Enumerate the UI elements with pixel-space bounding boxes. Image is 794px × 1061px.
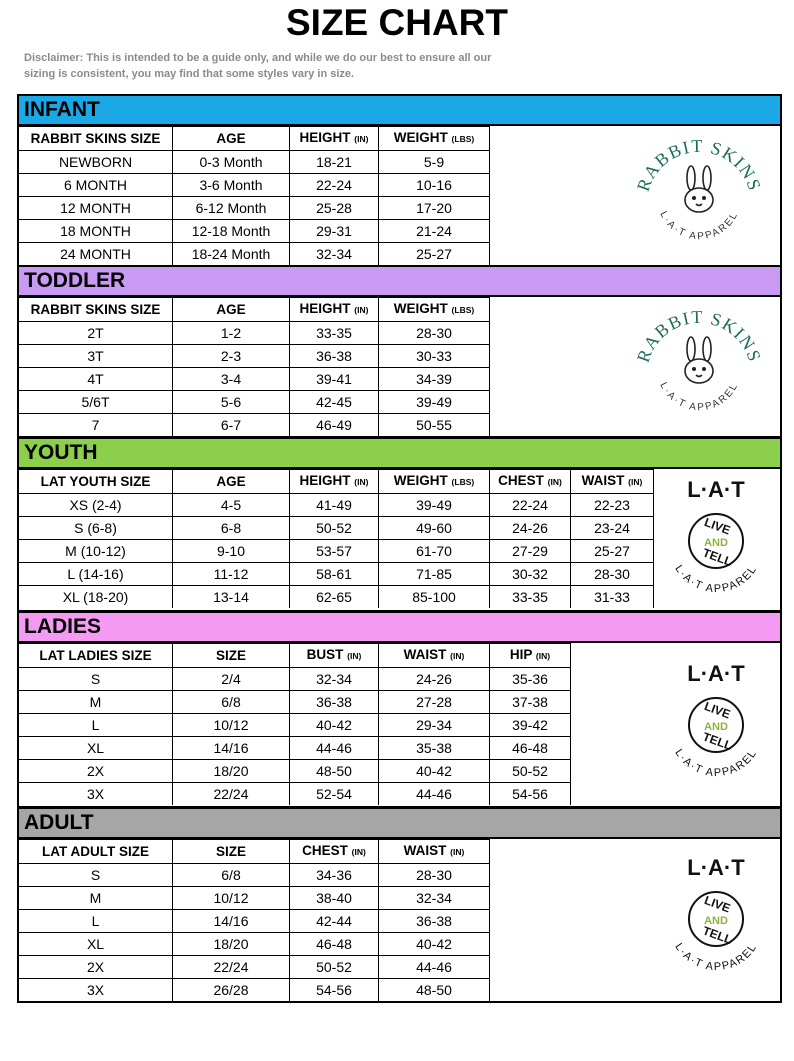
table-row: [19, 151, 490, 174]
table-cell: 34-36: [290, 864, 379, 887]
section-ladies: [17, 611, 782, 808]
table-header-row: [19, 127, 490, 151]
table-cell: 12-18 Month: [173, 220, 290, 243]
column-header: LAT ADULT SIZE: [19, 840, 173, 864]
table-cell: 26/28: [173, 979, 290, 1002]
table-cell: 52-54: [290, 783, 379, 806]
table-cell: 13-14: [173, 586, 290, 609]
rabbit-skins-logo-top-text: RABBIT SKINS: [632, 135, 766, 194]
table-row: [19, 783, 571, 806]
unit-label: (IN): [354, 477, 369, 487]
table-cell: 27-29: [490, 540, 571, 563]
unit-label: (IN): [354, 134, 369, 144]
rabbit-skins-logo-bottom-text: L·A·T APPAREL: [657, 380, 741, 414]
lat-logo-live-text: LIVE: [702, 699, 733, 722]
lat-logo-live-text: LIVE: [702, 893, 733, 916]
table-cell: 18 MONTH: [19, 220, 173, 243]
lat-logo-tell-text: TELL: [700, 545, 734, 569]
table-cell: 22/24: [173, 783, 290, 806]
table-cell: 58-61: [290, 563, 379, 586]
section-adult: [17, 807, 782, 1003]
table-cell: 22-24: [490, 494, 571, 517]
table-cell: 27-28: [379, 691, 490, 714]
section-youth: [17, 437, 782, 612]
table-row: [19, 956, 490, 979]
table-cell: 41-49: [290, 494, 379, 517]
lat-logo-container: [651, 475, 781, 610]
lat-logo: [651, 659, 781, 789]
table-cell: 2T: [19, 322, 173, 345]
table-cell: 36-38: [290, 345, 379, 368]
table-cell: 10/12: [173, 887, 290, 910]
column-header: WAIST (IN): [379, 840, 490, 864]
table-cell: 40-42: [379, 933, 490, 956]
lat-logo-tell-text: TELL: [700, 729, 734, 753]
table-row: [19, 220, 490, 243]
table-cell: 50-52: [290, 517, 379, 540]
table-cell: 6/8: [173, 864, 290, 887]
table-cell: 18-24 Month: [173, 243, 290, 266]
unit-label: (IN): [347, 651, 362, 661]
rabbit-skins-logo-top-text: RABBIT SKINS: [632, 306, 766, 365]
table-cell: 28-30: [379, 322, 490, 345]
table-cell: 6-12 Month: [173, 197, 290, 220]
column-header: AGE: [173, 298, 290, 322]
table-header-row: [19, 298, 490, 322]
rabbit-skins-logo-container: [629, 303, 769, 438]
table-header-row: [19, 840, 490, 864]
unit-label: (IN): [535, 651, 551, 661]
lat-logo-top-text: L·A·T: [687, 855, 745, 880]
unit-label: (LBS): [451, 134, 475, 144]
table-cell: 2X: [19, 760, 173, 783]
table-cell: 6-8: [173, 517, 290, 540]
table-cell: M: [19, 691, 173, 714]
column-header: BUST (IN): [290, 644, 379, 668]
table-cell: S: [19, 668, 173, 691]
table-row: [19, 691, 571, 714]
table-cell: 42-45: [290, 391, 379, 414]
column-header: WEIGHT (LBS): [379, 470, 490, 494]
unit-label: (LBS): [451, 305, 475, 315]
lat-logo: [651, 475, 781, 605]
table-cell: 42-44: [290, 910, 379, 933]
section-header: YOUTH: [19, 439, 780, 469]
table-cell: 39-49: [379, 494, 490, 517]
table-cell: 24 MONTH: [19, 243, 173, 266]
table-cell: 25-27: [379, 243, 490, 266]
lat-logo-top-text: L·A·T: [687, 477, 745, 502]
rabbit-skins-logo: [629, 303, 769, 433]
column-header: HEIGHT (IN): [290, 470, 379, 494]
section-toddler: [17, 265, 782, 438]
table-cell: 0-3 Month: [173, 151, 290, 174]
table-cell: 32-34: [379, 887, 490, 910]
table-header-row: [19, 470, 654, 494]
table-cell: 21-24: [379, 220, 490, 243]
table-cell: 32-34: [290, 243, 379, 266]
table-cell: 37-38: [490, 691, 571, 714]
unit-label: (IN): [450, 651, 465, 661]
table-cell: 85-100: [379, 586, 490, 609]
table-cell: 2-3: [173, 345, 290, 368]
table-row: [19, 368, 490, 391]
table-cell: 36-38: [379, 910, 490, 933]
table-cell: XL: [19, 737, 173, 760]
table-cell: 1-2: [173, 322, 290, 345]
table-cell: 44-46: [290, 737, 379, 760]
table-cell: 33-35: [290, 322, 379, 345]
section-header: LADIES: [19, 613, 780, 643]
table-row: [19, 586, 654, 609]
unit-label: (IN): [351, 847, 366, 857]
lat-logo-container: [651, 659, 781, 794]
table-cell: 50-52: [290, 956, 379, 979]
disclaimer-text: Disclaimer: This is intended to be a guide only, and while we do our best to ensure all our sizing is consistent, you may find that some styles vary in size.: [24, 52, 492, 80]
table-cell: M: [19, 887, 173, 910]
table-cell: 17-20: [379, 197, 490, 220]
table-row: [19, 714, 571, 737]
table-cell: 28-30: [571, 563, 654, 586]
lat-logo-and-text: AND: [704, 537, 728, 549]
column-header: HEIGHT (IN): [290, 298, 379, 322]
table-row: [19, 494, 654, 517]
table-cell: 22/24: [173, 956, 290, 979]
table-cell: 49-60: [379, 517, 490, 540]
column-header: LAT LADIES SIZE: [19, 644, 173, 668]
column-header: WAIST (IN): [571, 470, 654, 494]
rabbit-skins-logo: [629, 132, 769, 262]
table-cell: 53-57: [290, 540, 379, 563]
table-cell: 3-6 Month: [173, 174, 290, 197]
table-cell: S (6-8): [19, 517, 173, 540]
table-cell: 31-33: [571, 586, 654, 609]
page-title: SIZE CHART: [286, 2, 508, 43]
table-cell: 2/4: [173, 668, 290, 691]
table-cell: 11-12: [173, 563, 290, 586]
table-cell: 46-49: [290, 414, 379, 437]
table-row: [19, 737, 571, 760]
table-cell: 34-39: [379, 368, 490, 391]
column-header: AGE: [173, 470, 290, 494]
table-row: [19, 910, 490, 933]
table-cell: 46-48: [490, 737, 571, 760]
size-table: [19, 126, 490, 265]
table-row: [19, 933, 490, 956]
table-cell: 5/6T: [19, 391, 173, 414]
table-row: [19, 174, 490, 197]
table-cell: 6 MONTH: [19, 174, 173, 197]
table-cell: L: [19, 714, 173, 737]
table-cell: 4T: [19, 368, 173, 391]
table-cell: 35-36: [490, 668, 571, 691]
table-cell: 35-38: [379, 737, 490, 760]
table-row: [19, 864, 490, 887]
table-cell: 24-26: [490, 517, 571, 540]
table-cell: 54-56: [490, 783, 571, 806]
table-cell: 22-23: [571, 494, 654, 517]
table-cell: 54-56: [290, 979, 379, 1002]
table-row: [19, 414, 490, 437]
size-table: [19, 643, 571, 805]
table-cell: 39-41: [290, 368, 379, 391]
table-cell: 39-49: [379, 391, 490, 414]
table-row: [19, 322, 490, 345]
lat-logo-bottom-text: L·A·T APPAREL: [672, 563, 760, 596]
column-header: LAT YOUTH SIZE: [19, 470, 173, 494]
table-row: [19, 197, 490, 220]
table-cell: XL (18-20): [19, 586, 173, 609]
table-cell: L (14-16): [19, 563, 173, 586]
lat-logo-and-text: AND: [704, 915, 728, 927]
table-cell: L: [19, 910, 173, 933]
lat-logo-live-text: LIVE: [702, 515, 733, 538]
table-row: [19, 668, 571, 691]
table-row: [19, 540, 654, 563]
lat-logo-tell-text: TELL: [700, 923, 734, 947]
size-table: [19, 469, 654, 608]
lat-logo-bottom-text: L·A·T APPAREL: [672, 747, 760, 780]
rabbit-skins-logo-bottom-text: L·A·T APPAREL: [657, 209, 741, 243]
rabbit-icon: [685, 166, 713, 212]
unit-label: (LBS): [451, 477, 475, 487]
column-header: HEIGHT (IN): [290, 127, 379, 151]
column-header: CHEST (IN): [290, 840, 379, 864]
table-cell: 44-46: [379, 783, 490, 806]
table-cell: 5-9: [379, 151, 490, 174]
table-row: [19, 345, 490, 368]
column-header: HIP (IN): [490, 644, 571, 668]
column-header: SIZE: [173, 840, 290, 864]
column-header: RABBIT SKINS SIZE: [19, 298, 173, 322]
table-cell: 10/12: [173, 714, 290, 737]
table-cell: 7: [19, 414, 173, 437]
table-cell: 24-26: [379, 668, 490, 691]
table-row: [19, 563, 654, 586]
table-cell: 29-31: [290, 220, 379, 243]
lat-logo-and-text: AND: [704, 721, 728, 733]
table-cell: 40-42: [290, 714, 379, 737]
table-cell: 36-38: [290, 691, 379, 714]
table-cell: 14/16: [173, 737, 290, 760]
lat-logo-top-text: L·A·T: [687, 661, 745, 686]
section-header: INFANT: [19, 96, 780, 126]
unit-label: (IN): [450, 847, 465, 857]
table-cell: 23-24: [571, 517, 654, 540]
column-header: RABBIT SKINS SIZE: [19, 127, 173, 151]
table-cell: XL: [19, 933, 173, 956]
table-cell: XS (2-4): [19, 494, 173, 517]
table-cell: 18-21: [290, 151, 379, 174]
table-row: [19, 391, 490, 414]
unit-label: (IN): [547, 477, 562, 487]
table-row: [19, 760, 571, 783]
table-cell: 4-5: [173, 494, 290, 517]
rabbit-skins-logo-container: [629, 132, 769, 267]
table-cell: 62-65: [290, 586, 379, 609]
lat-logo: [651, 853, 781, 983]
table-cell: 50-55: [379, 414, 490, 437]
lat-logo-container: [651, 853, 781, 988]
table-cell: 6-7: [173, 414, 290, 437]
table-cell: 3X: [19, 979, 173, 1002]
table-cell: 44-46: [379, 956, 490, 979]
table-cell: 40-42: [379, 760, 490, 783]
table-row: [19, 243, 490, 266]
table-cell: NEWBORN: [19, 151, 173, 174]
table-cell: 25-28: [290, 197, 379, 220]
unit-label: (IN): [354, 305, 369, 315]
table-cell: 33-35: [490, 586, 571, 609]
table-cell: 2X: [19, 956, 173, 979]
table-cell: 38-40: [290, 887, 379, 910]
size-table: [19, 297, 490, 436]
table-cell: 6/8: [173, 691, 290, 714]
table-cell: 48-50: [379, 979, 490, 1002]
table-cell: 14/16: [173, 910, 290, 933]
unit-label: (IN): [628, 477, 643, 487]
table-cell: 3X: [19, 783, 173, 806]
table-cell: 39-42: [490, 714, 571, 737]
column-header: CHEST (IN): [490, 470, 571, 494]
table-cell: 30-32: [490, 563, 571, 586]
table-cell: 30-33: [379, 345, 490, 368]
column-header: SIZE: [173, 644, 290, 668]
table-cell: 25-27: [571, 540, 654, 563]
table-cell: 9-10: [173, 540, 290, 563]
section-infant: [17, 94, 782, 267]
table-cell: S: [19, 864, 173, 887]
column-header: WAIST (IN): [379, 644, 490, 668]
table-cell: 61-70: [379, 540, 490, 563]
table-cell: 3-4: [173, 368, 290, 391]
table-row: [19, 887, 490, 910]
column-header: WEIGHT (LBS): [379, 298, 490, 322]
table-cell: 29-34: [379, 714, 490, 737]
lat-logo-bottom-text: L·A·T APPAREL: [672, 941, 760, 974]
table-row: [19, 979, 490, 1002]
section-header: ADULT: [19, 809, 780, 839]
section-header: TODDLER: [19, 267, 780, 297]
table-cell: 18/20: [173, 933, 290, 956]
table-row: [19, 517, 654, 540]
column-header: AGE: [173, 127, 290, 151]
size-table: [19, 839, 490, 1001]
table-cell: 46-48: [290, 933, 379, 956]
table-cell: 10-16: [379, 174, 490, 197]
column-header: WEIGHT (LBS): [379, 127, 490, 151]
table-cell: 18/20: [173, 760, 290, 783]
table-header-row: [19, 644, 571, 668]
table-cell: 12 MONTH: [19, 197, 173, 220]
rabbit-icon: [685, 337, 713, 383]
table-cell: 48-50: [290, 760, 379, 783]
table-cell: 28-30: [379, 864, 490, 887]
table-cell: 22-24: [290, 174, 379, 197]
table-cell: 3T: [19, 345, 173, 368]
table-cell: 71-85: [379, 563, 490, 586]
table-cell: M (10-12): [19, 540, 173, 563]
table-cell: 50-52: [490, 760, 571, 783]
table-cell: 5-6: [173, 391, 290, 414]
table-cell: 32-34: [290, 668, 379, 691]
